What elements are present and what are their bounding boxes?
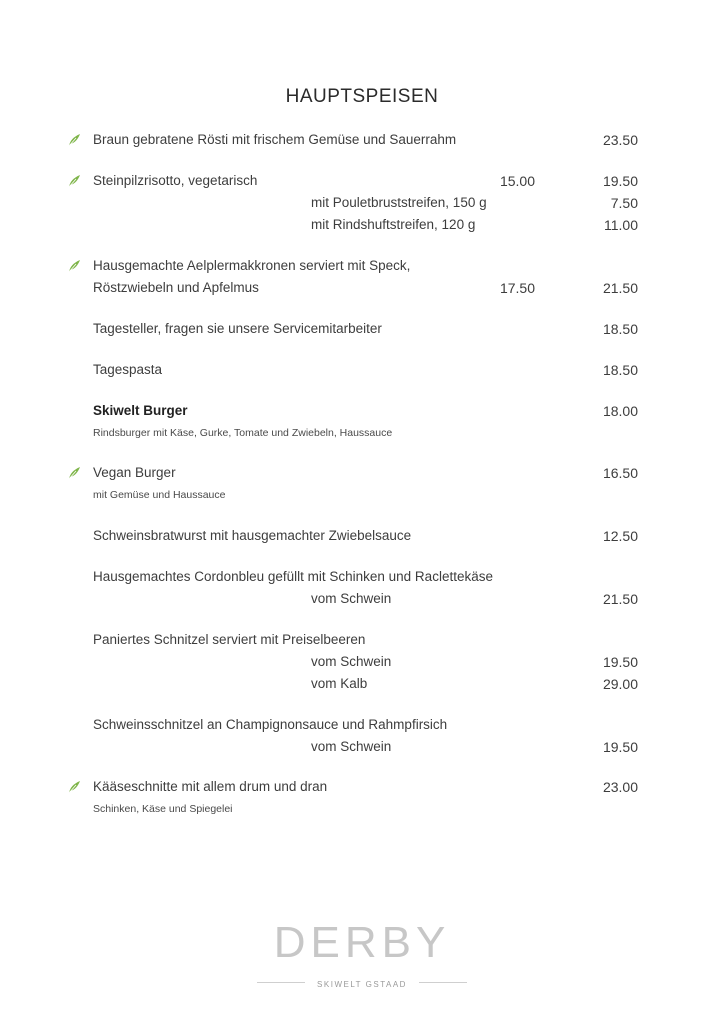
leaf-icon	[67, 133, 81, 147]
item-kaese-name: Kääseschnitte mit allem drum und dran	[93, 779, 328, 794]
divider	[257, 982, 305, 983]
item-bratwurst-price: 12.50	[602, 528, 638, 544]
item-cordonbleu-name: Hausgemachtes Cordonbleu gefüllt mit Schinken und Raclettekäse	[93, 569, 493, 584]
option-price: 21.50	[602, 591, 638, 607]
page-title: HAUPTSPEISEN	[285, 86, 439, 107]
leaf-icon	[67, 466, 81, 480]
item-burger-name: Skiwelt Burger	[93, 403, 188, 418]
item-kaese-desc: Schinken, Käse und Spiegelei	[93, 803, 233, 815]
option-label: mit Pouletbruststreifen, 150 g	[311, 195, 487, 210]
option-label: vom Schwein	[311, 654, 392, 669]
item-tagespasta-name: Tagespasta	[93, 362, 163, 377]
option-price: 19.50	[602, 654, 638, 670]
option-label: vom Schwein	[311, 739, 392, 754]
item-roesti-price: 23.50	[602, 132, 638, 148]
item-tagesteller-name: Tagesteller, fragen sie unsere Servicemitarbeiter	[93, 321, 382, 336]
item-risotto-price: 19.50	[602, 173, 638, 189]
item-burger-price: 18.00	[602, 403, 638, 419]
divider	[419, 982, 467, 983]
option-label: vom Schwein	[311, 591, 392, 606]
option-price: 29.00	[602, 676, 638, 692]
item-risotto-price-mid: 15.00	[499, 173, 535, 189]
item-kaese-price: 23.00	[602, 779, 638, 795]
item-bratwurst-name: Schweinsbratwurst mit hausgemachter Zwiebelsauce	[93, 528, 412, 543]
option-label: mit Rindshuftstreifen, 120 g	[311, 217, 476, 232]
option-price: 7.50	[610, 195, 638, 211]
option-price: 19.50	[602, 739, 638, 755]
leaf-icon	[67, 174, 81, 188]
item-tagesteller-price: 18.50	[602, 321, 638, 337]
logo: DERBY	[273, 918, 451, 967]
leaf-icon	[67, 259, 81, 273]
logo-tagline-row	[0, 974, 724, 992]
item-roesti-name: Braun gebratene Rösti mit frischem Gemüse und Sauerrahm	[93, 132, 457, 147]
item-aelpler-price-mid: 17.50	[499, 280, 535, 296]
item-vegan-price: 16.50	[602, 465, 638, 481]
option-price: 11.00	[604, 217, 638, 233]
item-aelpler-name-line1: Hausgemachte Aelplermakkronen serviert mit Speck,	[93, 258, 411, 273]
item-vegan-desc: mit Gemüse und Haussauce	[93, 489, 226, 501]
item-tagespasta-price: 18.50	[602, 362, 638, 378]
item-champignon-name: Schweinsschnitzel an Champignonsauce und Rahmpfirsich	[93, 717, 448, 732]
item-aelpler-price: 21.50	[602, 280, 638, 296]
leaf-icon	[67, 780, 81, 794]
option-label: vom Kalb	[311, 676, 368, 691]
item-risotto-name: Steinpilzrisotto, vegetarisch	[93, 173, 258, 188]
item-burger-desc: Rindsburger mit Käse, Gurke, Tomate und Zwiebeln, Haussauce	[93, 427, 393, 439]
item-schnitzel-name: Paniertes Schnitzel serviert mit Preiselbeeren	[93, 632, 366, 647]
item-aelpler-name-line2: Röstzwiebeln und Apfelmus	[93, 280, 259, 295]
item-vegan-name: Vegan Burger	[93, 465, 176, 480]
logo-tagline: SKIWELT GSTAAD	[317, 980, 407, 989]
